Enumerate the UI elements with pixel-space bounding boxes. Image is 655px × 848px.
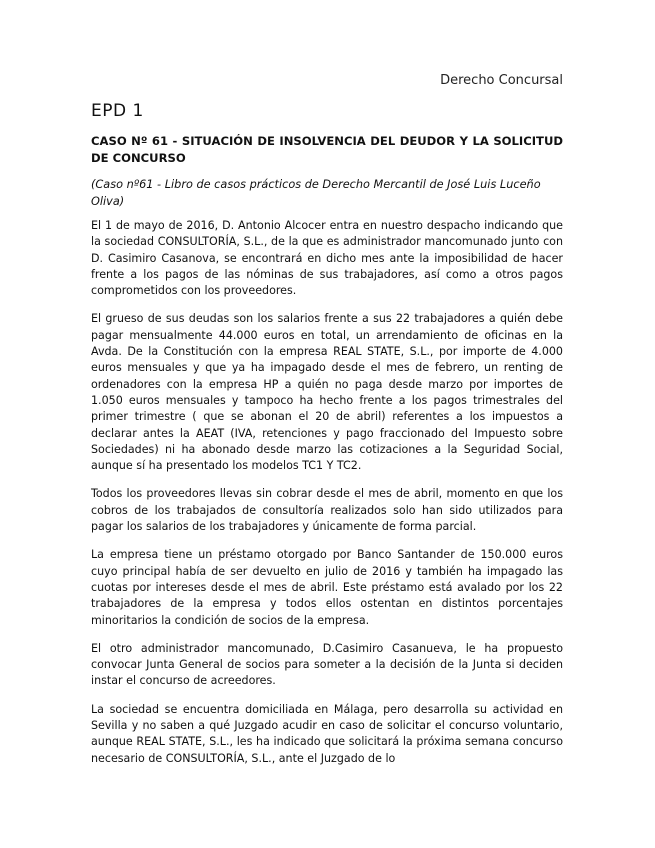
body-text [91,218,563,779]
case-source-subtitle: (Caso nº61 - Libro de casos prácticos de Derecho Mercantil de José Luis Luceño Oliva) [91,178,541,208]
paragraph-2: El grueso de sus deudas son los salarios frente a sus 22 trabajadores a quién debe pagar mensualmente 44.000 euros en total, un arrendamiento de oficinas en la Avda. De la Constitución con la empresa REAL STATE, S.L., por importe de 4.000 euros mensuales y que ya ha impagado desde el mes de febrero, un renting de ordenadores con la empresa HP a quién no paga desde marzo por importes de 1.050 euros mensuales y tampoco ha hecho frente a los pagos trimestrales del primer trimestre ( que se abonan el 20 de abril) referentes a los impuestos a declarar antes la AEAT (IVA, retenciones y pago fraccionado del Impuesto sobre Sociedades) ni ha abonado desde marzo las cotizaciones a la Seguridad Social, aunque sí ha presentado los modelos TC1 Y TC2. [91,312,563,473]
paragraph-1: El 1 de mayo de 2016, D. Antonio Alcocer entra en nuestro despacho indicando que la sociedad CONSULTORÍA, S.L., de la que es administrador mancomunado junto con D. Casimiro Casanova, se encontrará en dicho mes ante la imposibilidad de hacer frente a los pagos de las nóminas de sus trabajadores, así como a otros pagos comprometidos con los proveedores. [91,219,563,298]
paragraph-6: La sociedad se encuentra domiciliada en Málaga, pero desarrolla su actividad en Sevilla y no saben a qué Juzgado acudir en caso de solicitar el concurso voluntario, aunque REAL STATE, S.L., les ha indicado que solicitará la próxima semana concurso necesario de CONSULTORÍA, S.L., ante el Juzgado de lo [91,702,563,765]
paragraph-4: La empresa tiene un préstamo otorgado por Banco Santander de 150.000 euros cuyo principal había de ser devuelto en julio de 2016 y también ha impagado las cuotas por intereses desde el mes de abril. Este préstamo está avalado por los 22 trabajadores de la empresa y todos ellos ostentan en distintos porcentajes minoritarios la condición de socios de la empresa. [91,548,563,627]
page-header: Derecho Concursal [440,73,563,88]
page-title: EPD 1 [91,101,144,121]
paragraph-3: Todos los proveedores llevas sin cobrar desde el mes de abril, momento en que los cobros de los trabajados de consultoría realizados solo han sido utilizados para pagar los salarios de los trabajadores y únicamente de forma parcial. [91,487,563,534]
case-title: CASO Nº 61 - SITUACIÓN DE INSOLVENCIA DEL DEUDOR Y LA SOLICITUD DE CONCURSO [91,134,563,165]
paragraph-5: El otro administrador mancomunado, D.Casimiro Casanueva, le ha propuesto convocar Junta General de socios para someter a la decisión de la Junta si deciden instar el concurso de acreedores. [91,641,563,688]
